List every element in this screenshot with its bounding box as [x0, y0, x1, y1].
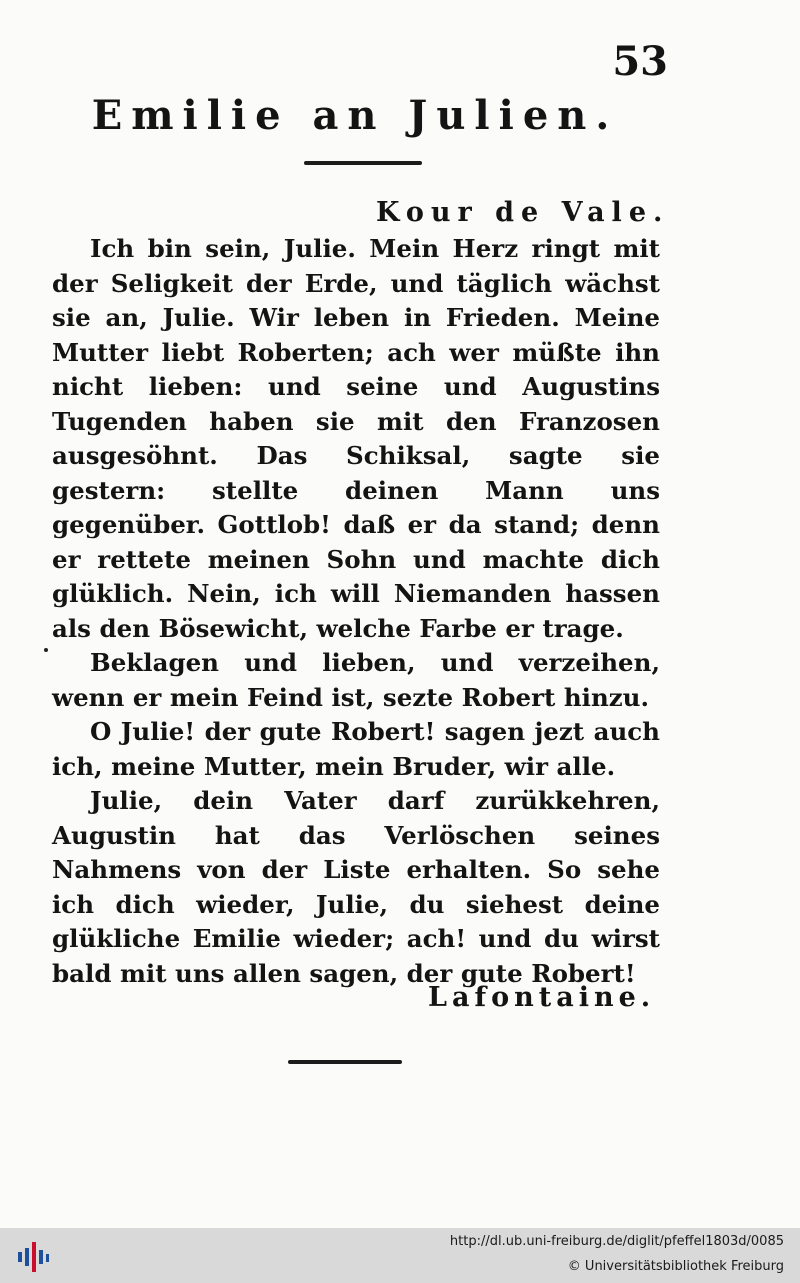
permalink-url[interactable]: http://dl.ub.uni-freiburg.de/diglit/pfeffel1803d/0085 [449, 1234, 784, 1249]
paragraph-3: O Julie! der gute Robert! sagen jezt auch ich, meine Mutter, mein Bruder, wir alle. [52, 717, 660, 781]
viewer-footer [0, 1228, 800, 1283]
copyright-notice: © Universitätsbibliothek Freiburg [567, 1259, 784, 1274]
paragraph-2: Beklagen und lieben, und verzeihen, wenn er mein Feind ist, sezte Robert hinzu. [52, 648, 660, 712]
title-divider [304, 161, 422, 165]
paragraph-4: Julie, dein Vater darf zurükkehren, Augustin hat das Verlöschen seines Nahmens von der Liste erhalten. So sehe ich dich wieder, Julie, du siehest deine glükliche Emilie wieder; ach! und du wirst bald mit uns allen sagen, der gute Robert! [52, 786, 660, 988]
paragraph-1: Ich bin sein, Julie. Mein Herz ringt mit der Seligkeit der Erde, und täglich wächst sie an, Julie. Wir leben in Frieden. Meine Mutter liebt Roberten; ach wer müßte ihn nicht lieben: und seine und Augustins Tugenden haben sie mit den Franzosen ausgesöhnt. Das Schiksal, sagte sie gestern: stellte deinen Mann uns gegenüber. Gottlob! daß er da stand; denn er rettete meinen Sohn und machte dich glüklich. Nein, ich will Niemanden hassen als den Bösewicht, welche Farbe er trage. [52, 234, 660, 643]
ub-freiburg-logo-icon[interactable] [12, 1236, 52, 1276]
margin-mark [44, 648, 48, 652]
letter-body [52, 232, 660, 991]
end-divider [288, 1060, 402, 1064]
page-number: 53 [612, 38, 668, 85]
letter-signature: Lafontaine. [428, 982, 656, 1013]
letter-title: Emilie an Julien. [91, 92, 619, 139]
letter-location: Kour de Vale. [376, 197, 670, 228]
